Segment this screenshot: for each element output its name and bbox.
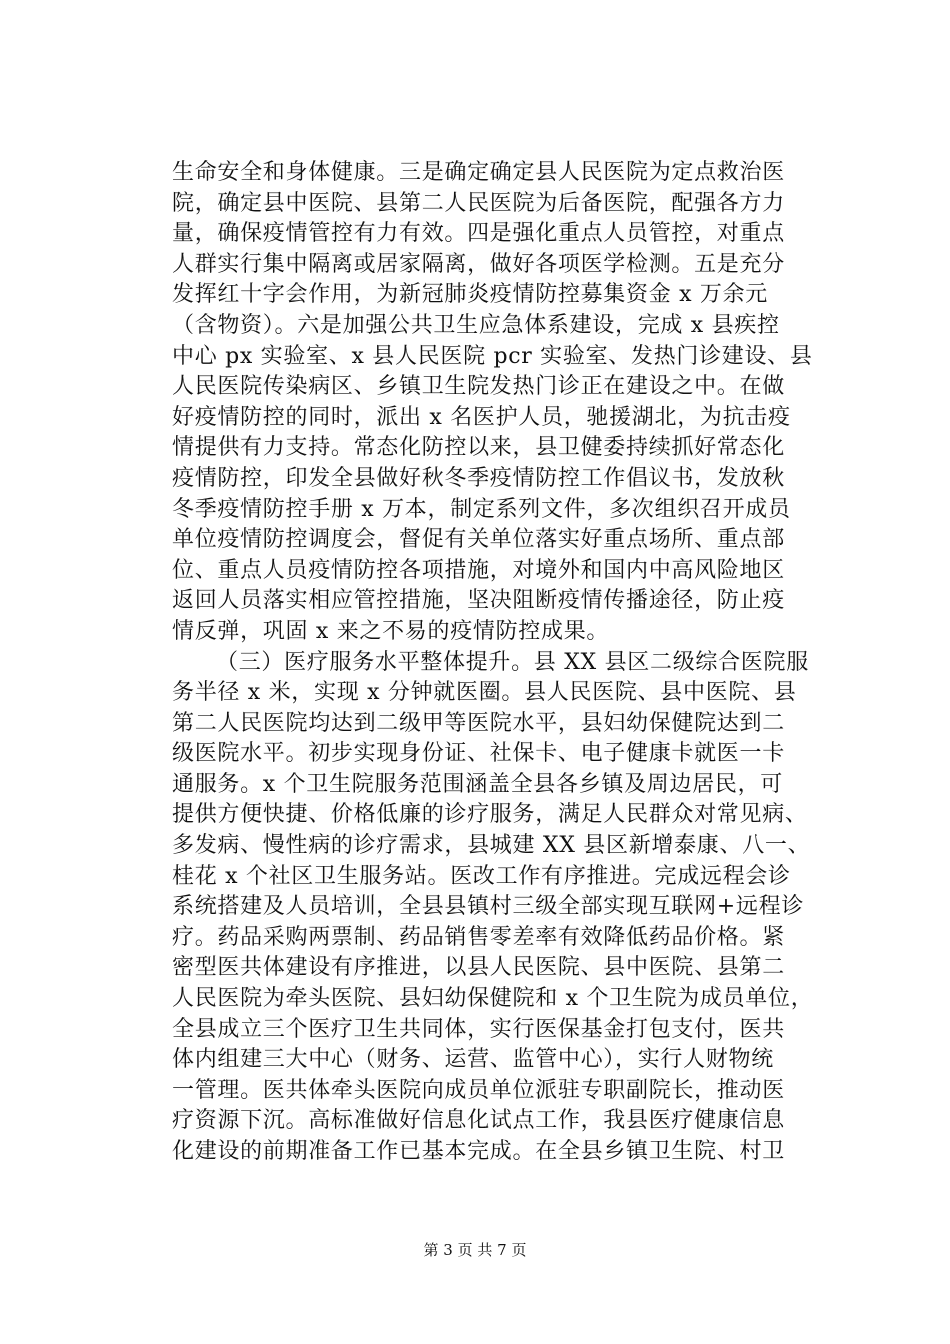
text-line: 冬季疫情防控手册 x 万本，制定系列文件，多次组织召开成员 [172, 496, 791, 522]
text-line: 全县成立三个医疗卫生共同体，实行医保基金打包支付，医共 [172, 1016, 785, 1042]
text-line: 返回人员落实相应管控措施，坚决阻断疫情传播途径，防止疫 [172, 588, 785, 614]
text-line: 提供方便快捷、价格低廉的诊疗服务，满足人民群众对常见病、 [172, 802, 808, 828]
text-line: 系统搭建及人员培训，全县县镇村三级全部实现互联网+远程诊 [172, 894, 805, 920]
text-line: 人群实行集中隔离或居家隔离，做好各项医学检测。五是充分 [172, 251, 785, 277]
text-line: 疫情防控，印发全县做好秋冬季疫情防控工作倡议书，发放秋 [172, 465, 785, 491]
text-line: 人民医院为牵头医院、县妇幼保健院和 x 个卫生院为成员单位， [172, 986, 814, 1012]
text-line: 通服务。x 个卫生院服务范围涵盖全县各乡镇及周边居民，可 [172, 771, 784, 797]
text-line: 第二人民医院均达到二级甲等医院水平，县妇幼保健院达到二 [172, 710, 785, 736]
text-line: 好疫情防控的同时，派出 x 名医护人员，驰援湖北，为抗击疫 [172, 404, 791, 430]
text-line: 级医院水平。初步实现身份证、社保卡、电子健康卡就医一卡 [172, 741, 785, 767]
text-line: 密型医共体建设有序推进，以县人民医院、县中医院、县第二 [172, 955, 785, 981]
text-line: 疗。药品采购两票制、药品销售零差率有效降低药品价格。紧 [172, 924, 785, 950]
text-line: 化建设的前期准备工作已基本完成。在全县乡镇卫生院、村卫 [172, 1139, 785, 1164]
text-line: 生命安全和身体健康。三是确定确定县人民医院为定点救治医 [172, 160, 785, 185]
text-line: 一管理。医共体牵头医院向成员单位派驻专职副院长，推动医 [172, 1077, 785, 1103]
text-line: 单位疫情防控调度会，督促有关单位落实好重点场所、重点部 [172, 527, 785, 553]
text-line: 位、重点人员疫情防控各项措施，对境外和国内中高风险地区 [172, 557, 785, 583]
text-line: 量，确保疫情管控有力有效。四是强化重点人员管控，对重点 [172, 221, 785, 247]
text-line: （含物资）。六是加强公共卫生应急体系建设，完成 x 县疾控 [172, 312, 780, 338]
text-line: 中心 px 实验室、x 县人民医院 pcr 实验室、发热门诊建设、县 [172, 343, 813, 369]
text-line: 务半径 x 米，实现 x 分钟就医圈。县人民医院、县中医院、县 [172, 680, 797, 706]
text-line: 多发病、慢性病的诊疗需求，县城建 XX 县区新增泰康、八一、 [172, 833, 811, 859]
text-line: 人民医院传染病区、乡镇卫生院发热门诊正在建设之中。在做 [172, 374, 785, 400]
page-number-footer: 第 3 页 共 7 页 [423, 1241, 527, 1259]
section-heading-line: （三）医疗服务水平整体提升。县 XX 县区二级综合医院服 [216, 649, 809, 675]
text-line: 发挥红十字会作用，为新冠肺炎疫情防控募集资金 x 万余元 [172, 282, 768, 308]
text-line: 情提供有力支持。常态化防控以来，县卫健委持续抓好常态化 [172, 435, 785, 461]
text-line: 院，确定县中医院、县第二人民医院为后备医院，配强各方力 [172, 190, 785, 216]
text-line: 体内组建三大中心（财务、运营、监管中心），实行人财物统 [172, 1047, 774, 1073]
text-line: 桂花 x 个社区卫生服务站。医改工作有序推进。完成远程会诊 [172, 863, 791, 889]
text-line: 情反弹，巩固 x 来之不易的疫情防控成果。 [172, 618, 610, 644]
body-text [172, 158, 862, 1168]
text-line: 疗资源下沉。高标准做好信息化试点工作，我县医疗健康信息 [172, 1108, 785, 1134]
